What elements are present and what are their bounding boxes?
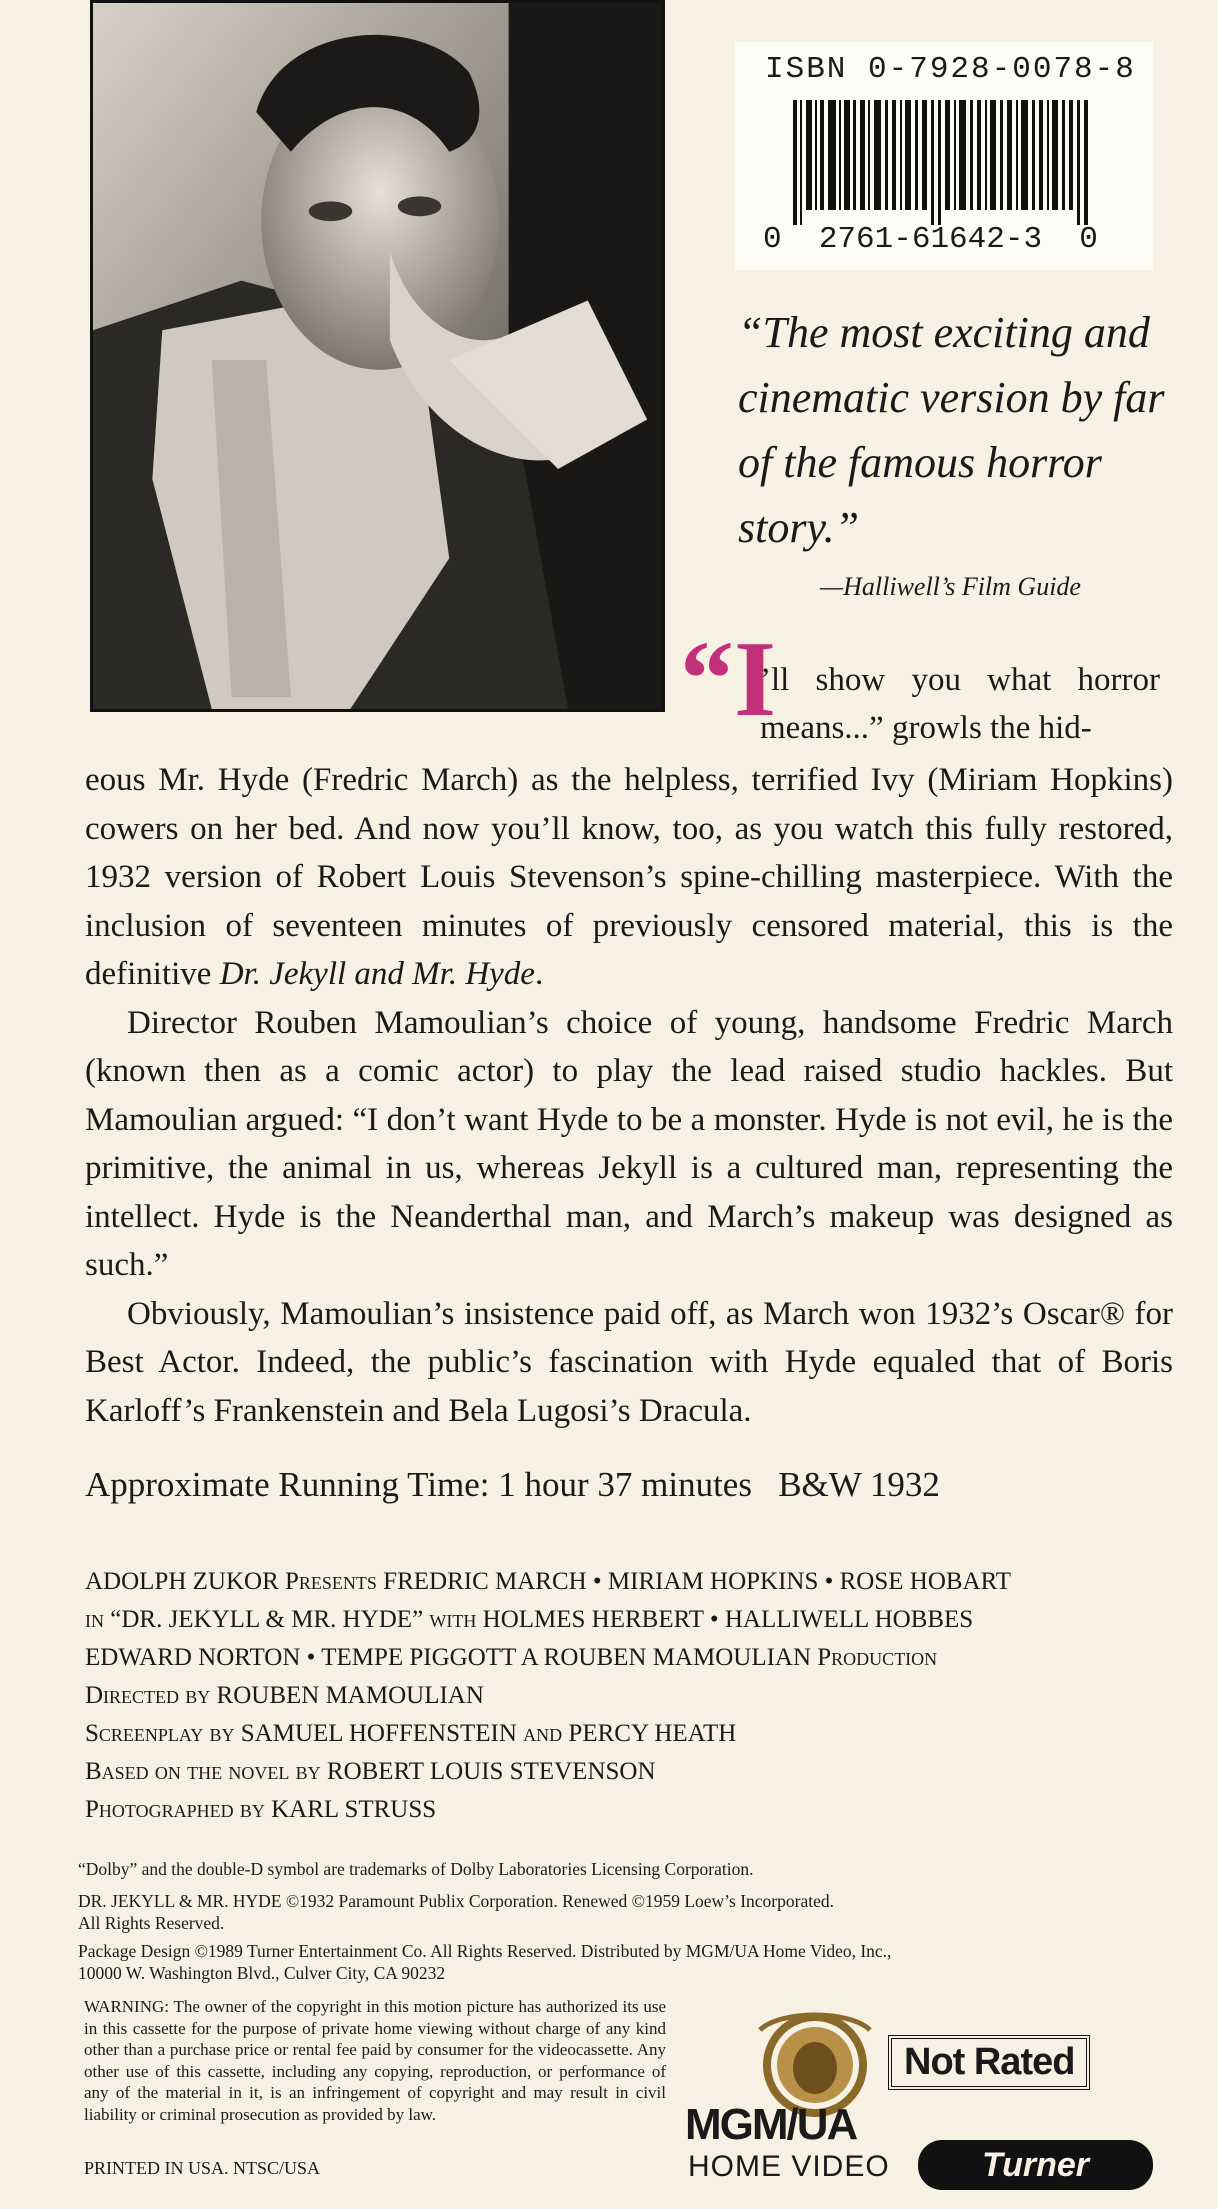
credit-line: Screenplay by SAMUEL HOFFENSTEIN and PERCY HEATH (85, 1720, 737, 1747)
credit-line: in “DR. JEKYLL & MR. HYDE” with HOLMES HERBERT • HALLIWELL HOBBES (85, 1606, 974, 1633)
copyright-line: All Rights Reserved. (78, 1913, 225, 1933)
address-line: 10000 W. Washington Blvd., Culver City, CA 90232 (78, 1963, 446, 1983)
film-still-photo (90, 0, 665, 712)
mgm-ua-logo-text: MGM/UA (685, 2100, 857, 2149)
isbn-number: ISBN 0-7928-0078-8 (765, 52, 1136, 87)
review-quote: “The most exciting and cinematic version by far of the famous horror story.” (738, 308, 1165, 552)
description-body (85, 756, 1173, 1435)
credits-block (85, 1563, 1185, 1829)
running-time: Approximate Running Time: 1 hour 37 minutes B&W 1932 (85, 1465, 940, 1504)
description-paragraph-1 (85, 756, 1173, 999)
copyright-warning: WARNING: The owner of the copyright in this motion picture has authorized its use in this cassette for the purpose of private home viewing without charge of any kind other than a purchase price or rental fee paid by consumer for the videocassette. Any other use of this cassette, including any copying, reproduction, or performance of any of the material in it, is an infringement of copyright and may result in civil liability or criminal prosecution as provided by law. (84, 1997, 666, 2124)
home-video-text: HOME VIDEO (688, 2150, 890, 2183)
paragraph-1-text: eous Mr. Hyde (Fredric March) as the helpless, terrified Ivy (Miriam Hopkins) cowers on her bed. And now you’ll know, too, as you watch this fully restored, 1932 version of Robert Louis Stevenson’s spine-chilling masterpiece. With the inclusion of seventeen minutes of previously censored material, this is the definitive (85, 762, 1173, 992)
drop-cap: “I (680, 620, 777, 739)
film-title-italic: Dr. Jekyll and Mr. Hyde (219, 956, 535, 992)
review-attribution: —Halliwell’s Film Guide (820, 572, 1081, 601)
printed-in-usa: PRINTED IN USA. NTSC/USA (84, 2158, 321, 2178)
description-paragraph-3: Obviously, Mamoulian’s insistence paid off, as March won 1932’s Oscar® for Best Actor. Indeed, the public’s fascination with Hyde equaled that of Boris Karloff’s Frankenstein and Bela Lugosi’s Dracula. (85, 1295, 1173, 1429)
credit-line: Based on the novel by ROBERT LOUIS STEVENSON (85, 1758, 656, 1785)
copyright-line: DR. JEKYLL & MR. HYDE ©1932 Paramount Publix Corporation. Renewed ©1959 Loew’s Incorporated. (78, 1891, 834, 1911)
turner-logo: Turner (918, 2140, 1153, 2190)
legal-notices (78, 1858, 1078, 1984)
barcode-label (735, 42, 1153, 270)
barcode-bars-icon (793, 100, 1093, 225)
description-paragraph-2: Director Rouben Mamoulian’s choice of young, handsome Fredric March (known then as a comic actor) to play the lead raised studio hackles. But Mamoulian argued: “I don’t want Hyde to be a monster. Hyde is not evil, he is the primitive, the animal in us, whereas Jekyll is a cultured man, representing the intellect. Hyde is the Neanderthal man, and March’s makeup was designed as such.” (85, 1004, 1173, 1283)
credit-line: ADOLPH ZUKOR Presents FREDRIC MARCH • MIRIAM HOPKINS • ROSE HOBART (85, 1568, 1012, 1595)
upc-number (763, 222, 1133, 257)
portrait-illustration (93, 3, 662, 709)
package-design-line: Package Design ©1989 Turner Entertainment Co. All Rights Reserved. Distributed by MGM/UA Home Video, Inc., (78, 1941, 892, 1961)
credit-line: Photographed by KARL STRUSS (85, 1796, 437, 1823)
credit-line: EDWARD NORTON • TEMPE PIGGOTT A ROUBEN MAMOULIAN Production (85, 1644, 938, 1671)
credit-line: Directed by ROUBEN MAMOULIAN (85, 1682, 484, 1709)
upc-right-digit: 0 (1079, 222, 1098, 257)
description-first-line: ’ll show you what horror means...” growls the hid- (760, 662, 1160, 746)
upc-left-digit: 0 (763, 222, 782, 257)
rating-badge: Not Rated (888, 2035, 1090, 2090)
paragraph-1-end: . (534, 956, 544, 992)
upc-main-digits: 2761-61642-3 (818, 222, 1043, 257)
dolby-notice: “Dolby” and the double-D symbol are trademarks of Dolby Laboratories Licensing Corporation. (78, 1859, 754, 1879)
